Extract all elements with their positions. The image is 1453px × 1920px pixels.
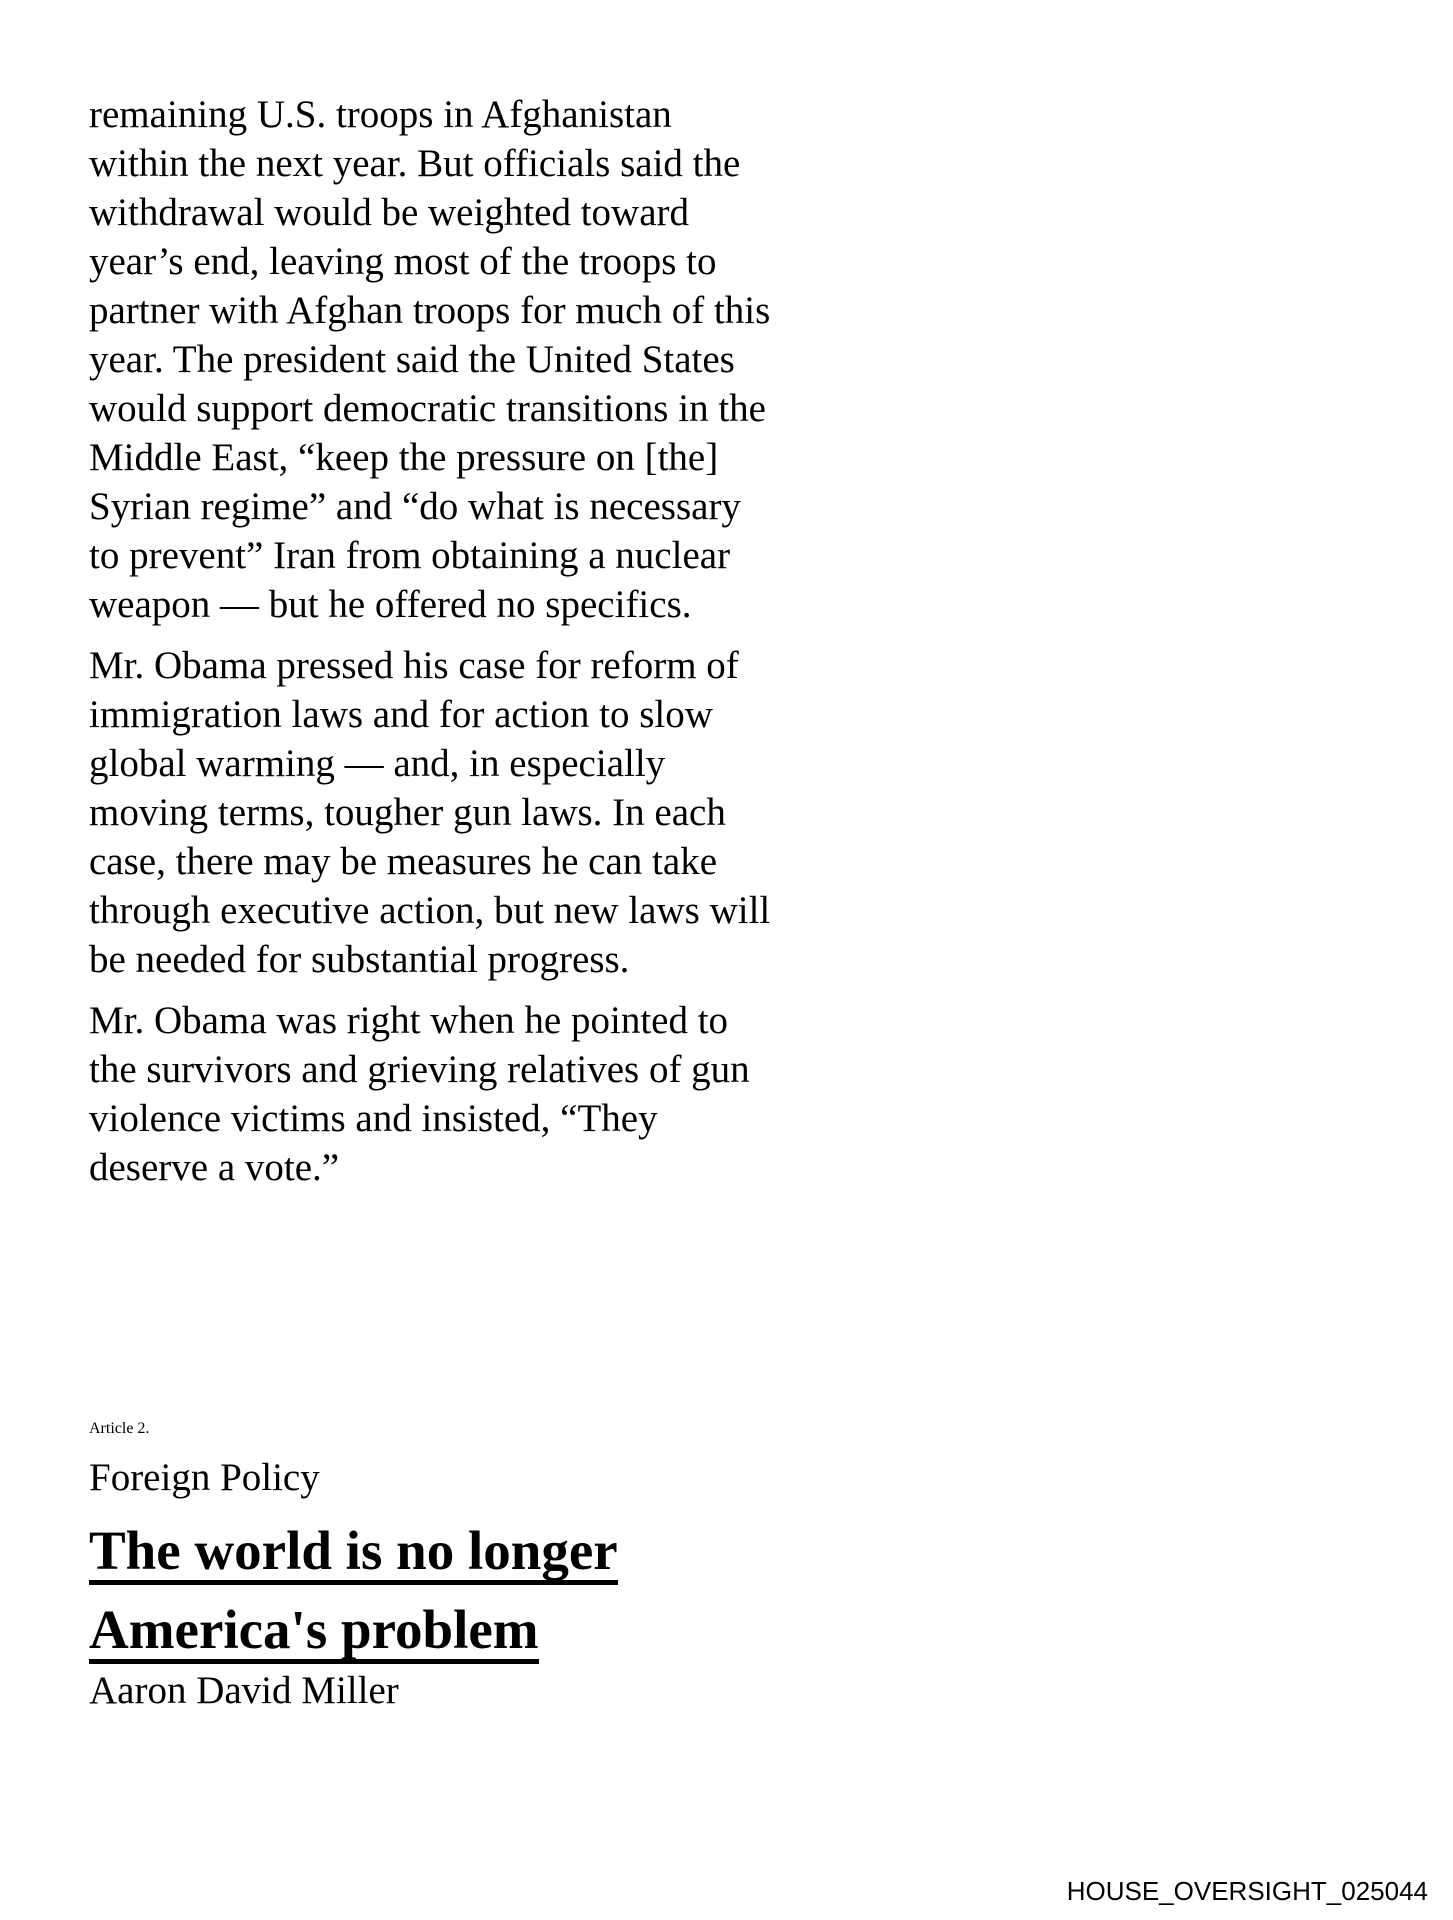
section-name: Foreign Policy (89, 1456, 320, 1499)
article-author: Aaron David Miller (89, 1669, 399, 1712)
text-line: immigration laws and for action to slow (89, 693, 713, 736)
text-line: to prevent” Iran from obtaining a nuclear (89, 534, 731, 577)
text-line: Middle East, “keep the pressure on [the] (89, 436, 719, 479)
article-number-label: Article 2. (89, 1420, 150, 1437)
text-line: Syrian regime” and “do what is necessary (89, 485, 741, 528)
text-line: be needed for substantial progress. (89, 938, 630, 981)
headline-line[interactable]: The world is no longer (89, 1522, 618, 1585)
text-line: would support democratic transitions in the (89, 387, 766, 430)
document-stamp: HOUSE_OVERSIGHT_025044 (1066, 1876, 1428, 1906)
paragraph (89, 996, 770, 1192)
text-line: partner with Afghan troops for much of this (89, 289, 771, 332)
text-line: through executive action, but new laws will (89, 889, 771, 932)
text-line: within the next year. But officials said the (89, 142, 741, 185)
article-body (89, 90, 770, 1204)
text-line: Mr. Obama was right when he pointed to (89, 999, 729, 1042)
text-line: violence victims and insisted, “They (89, 1097, 658, 1140)
text-line: remaining U.S. troops in Afghanistan (89, 93, 672, 136)
text-line: moving terms, tougher gun laws. In each (89, 791, 726, 834)
paragraph (89, 90, 770, 629)
paragraph (89, 641, 770, 984)
text-line: Mr. Obama pressed his case for reform of (89, 644, 739, 687)
text-line: withdrawal would be weighted toward (89, 191, 690, 234)
text-line: year’s end, leaving most of the troops to (89, 240, 717, 283)
text-line: year. The president said the United States (89, 338, 735, 381)
text-line: the survivors and grieving relatives of gun (89, 1048, 750, 1091)
text-line: case, there may be measures he can take (89, 840, 717, 883)
text-line: deserve a vote.” (89, 1146, 340, 1189)
text-line: global warming — and, in especially (89, 742, 666, 785)
article-headline[interactable] (89, 1515, 618, 1673)
text-line: weapon — but he offered no specifics. (89, 583, 692, 626)
headline-line[interactable]: America's problem (89, 1601, 539, 1664)
